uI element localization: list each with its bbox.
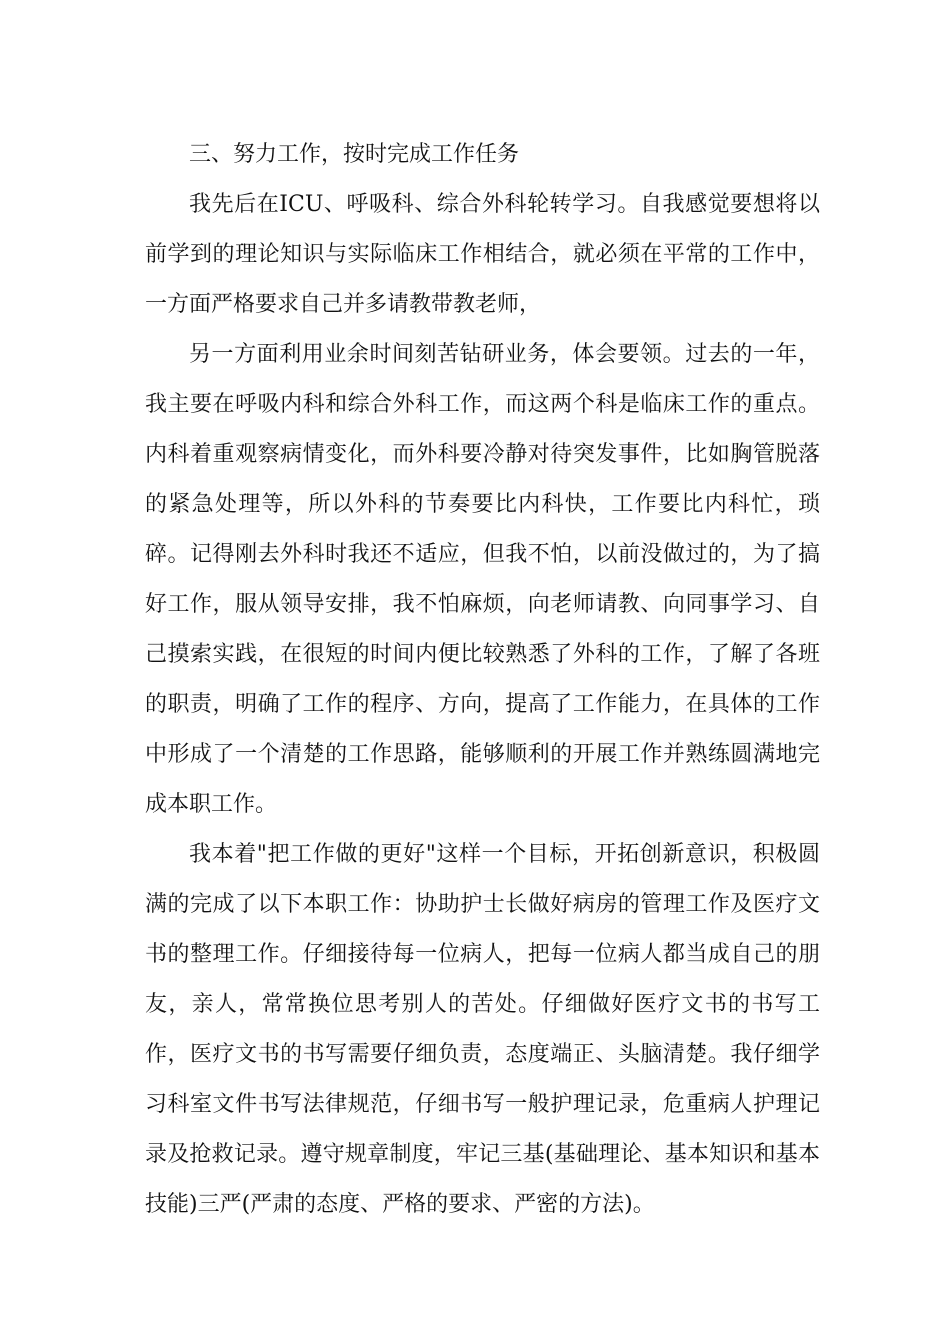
paragraph-surgery-work: 另一方面利用业余时间刻苦钻研业务，体会要领。过去的一年，我主要在呼吸内科和综合外科工作，而这两个科是临床工作的重点。内科着重观察病情变化，而外科要冷静对待突发事件，比如胸管脱落的紧急处理等，所以外科的节奏要比内科快，工作要比内科忙，琐碎。记得刚去外科时我还不适应，但我不怕，以前没做过的，为了搞好工作，服从领导安排，我不怕麻烦，向老师请教、向同事学习、自己摸索实践，在很短的时间内便比较熟悉了外科的工作，了解了各班的职责，明确了工作的程序、方向，提高了工作能力，在具体的工作中形成了一个清楚的工作思路，能够顺利的开展工作并熟练圆满地完成本职工作。 — [145, 342, 820, 817]
document-body — [145, 130, 820, 1230]
paragraph-duties: 我本着"把工作做的更好"这样一个目标，开拓创新意识，积极圆满的完成了以下本职工作：协助护士长做好病房的管理工作及医疗文书的整理工作。仔细接待每一位病人，把每一位病人都当成自己的朋友，亲人，常常换位思考别人的苦处。仔细做好医疗文书的书写工作，医疗文书的书写需要仔细负责，态度端正、头脑清楚。我仔细学习科室文件书写法律规范，仔细书写一般护理记录，危重病人护理记录及抢救记录。遵守规章制度，牢记三基(基础理论、基本知识和基本技能)三严(严肃的态度、严格的要求、严密的方法)。 — [145, 842, 820, 1217]
section-heading: 三、努力工作，按时完成工作任务 — [189, 142, 520, 167]
paragraph-rotation-study: 我先后在ICU、呼吸科、综合外科轮转学习。自我感觉要想将以前学到的理论知识与实际临床工作相结合，就必须在平常的工作中，一方面严格要求自己并多请教带教老师， — [145, 192, 820, 317]
